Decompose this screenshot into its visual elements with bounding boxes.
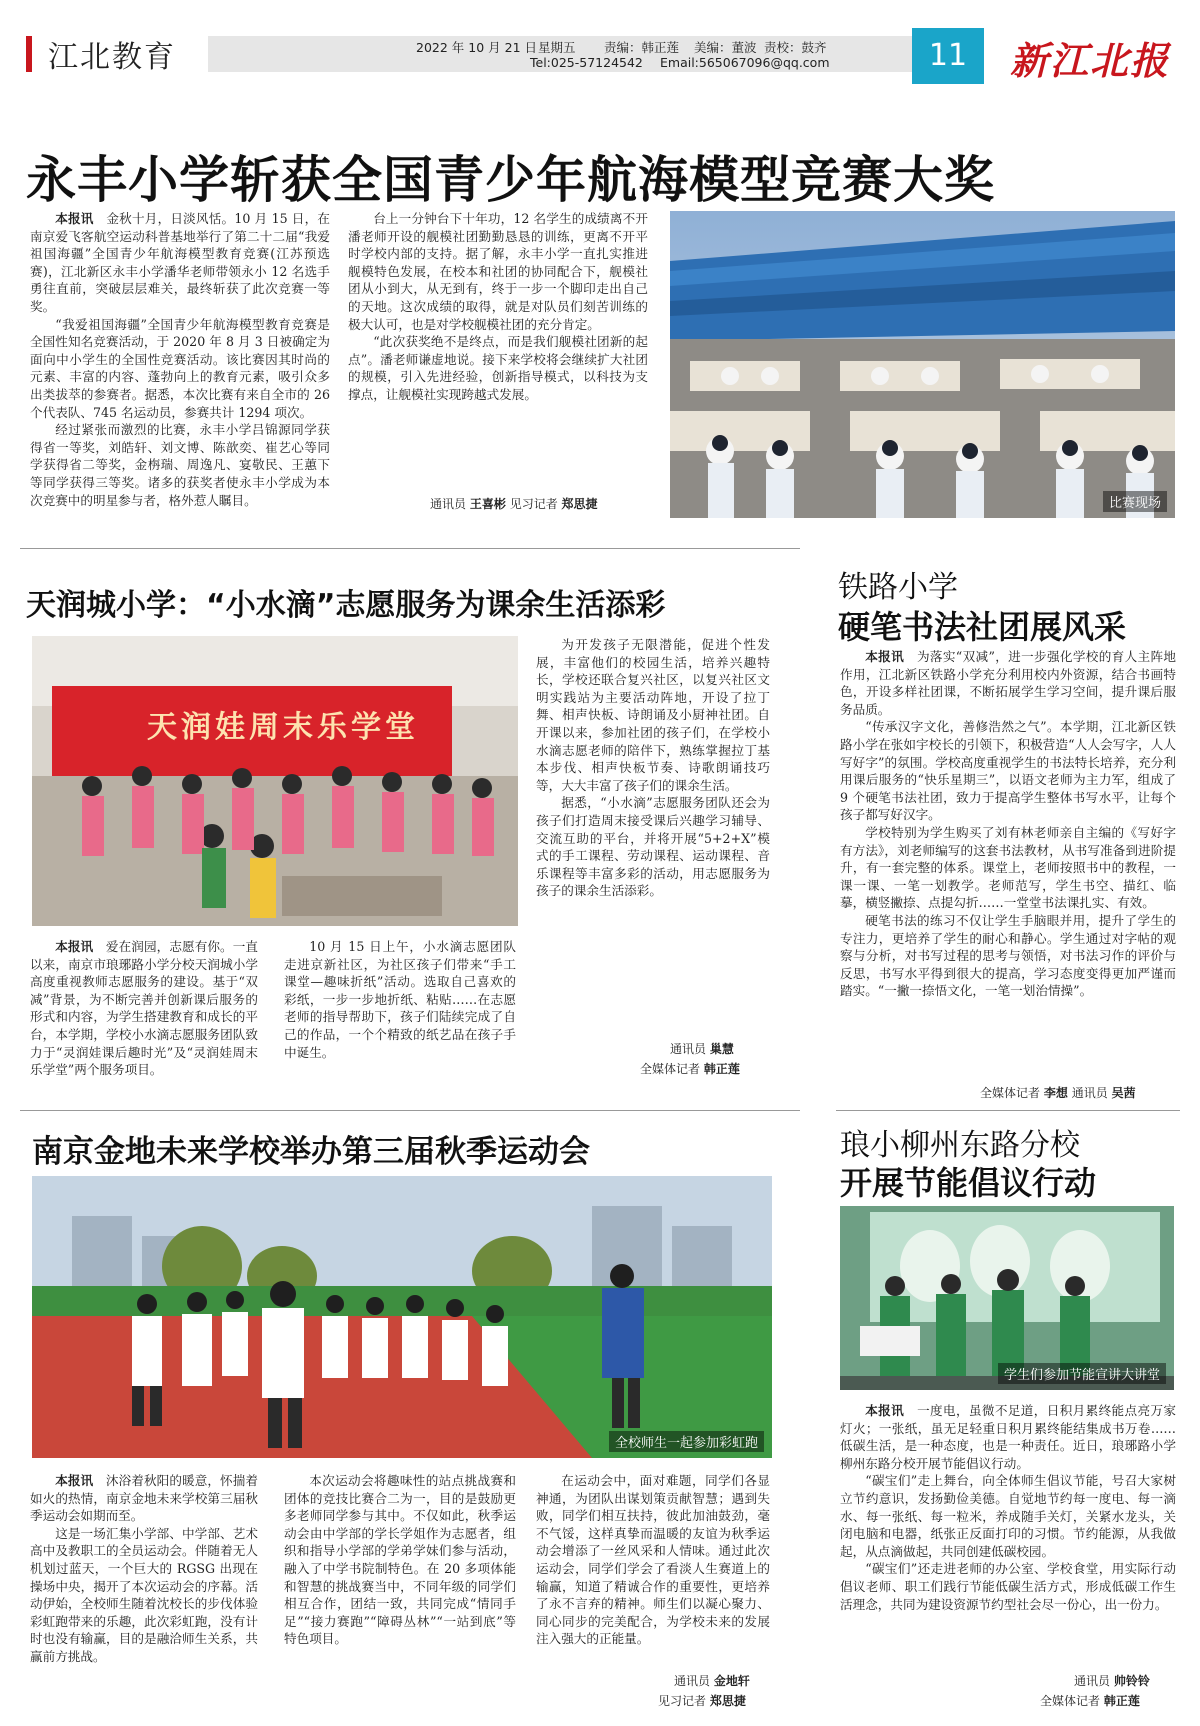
stadium-scene-image [670,211,1175,518]
credit-name: 李想 [1043,1086,1068,1100]
article2-credit-1 [670,1040,734,1057]
article1-para1: 金秋十月，日淡风恬。10 月 15 日，在南京爱飞客航空运动科普基地举行了第二十二届“我爱祖国海疆”全国青少年航海模型教育竞赛(江苏预选赛)，江北新区永丰小学潘华老师带领永小 12 名选手勇往直前，突破层层难关，最终斩获了此次竞赛一等奖。 [30,211,330,314]
header-editor: 责编：韩正莲 [604,40,680,55]
article1-lead: 本报讯 [55,211,94,226]
credit-label: 见习记者 [509,497,558,511]
credit-name: 帅铃铃 [1113,1674,1150,1688]
article1-para5: “此次获奖绝不是终点，而是我们舰模社团新的起点”。潘老师谦虚地说。接下来学校将会继续扩大社团的规模，引入先进经验，创新指导模式，以科技为支撑点，让舰模社实现跨越式发展。 [348,334,648,402]
article5-photo-caption: 学生们参加节能宣讲大讲堂 [998,1363,1166,1384]
header-weekday: 星期五 [538,40,576,55]
article1-para2: “我爱祖国海疆”全国青少年航海模型教育竞赛是全国性知名竞赛活动，于 2020 年 8 月 3 日被确定为面向中小学生的全国性竞赛活动。该比赛因其时尚的元素、丰富的内容、蓬勃向上的教育元素，吸引众多出类拔萃的参赛者。据悉，本次比赛有来自全市的 26 个代表队、745 名运动员，参赛共计 1294 项次。 [30,316,330,420]
credit-name: 韩正莲 [703,1062,740,1076]
credit-label: 通讯员 [670,1042,707,1056]
credit-label: 通讯员 [674,1674,711,1688]
article2-para1: 爱在润园，志愿有你。一直以来，南京市琅琊路小学分校天润城小学高度重视教师志愿服务的建设。基于“双减”背景，为不断完善并创新课后服务的形式和内容，为学生搭建教育和成长的平台，本学期，学校小水滴志愿服务团队致力于“灵润娃课后趣时光”及“灵润娃周末乐学堂”两个服务项目。 [30,939,259,1078]
article5-para2: “碳宝们”走上舞台，向全体师生倡议节能，号召大家树立节约意识，发扬勤俭美德。自觉地节约每一度电、每一滴水、每一张纸、每一粒米，养成随手关灯，关紧水龙头，关闭电脑和电器，纸张正反面打印的习惯。节约能源，从我做起，从点滴做起，共同创建低碳校园。 [840,1473,1176,1559]
article4-lead: 本报讯 [55,1473,94,1488]
credit-label: 通讯员 [1074,1674,1111,1688]
article1-col1 [30,210,330,509]
article1-headline: 永丰小学斩获全国青少年航海模型竞赛大奖 [26,151,995,209]
section-marker [26,36,32,72]
article1-para4: 台上一分钟台下十年功，12 名学生的成绩离不开潘老师开设的舰模社团勤勤恳恳的训练，更离不开平时学校内部的支持。据了解，永丰小学一直扎实推进舰模特色发展，在校本和社团的协同配合下，舰模社团从小到大，从无到有，终于一步一个脚印走出自己的天地。这次成绩的取得，就是对队员们刻苦训练的极大认可，也是对学校舰模社团的充分肯定。 [348,211,648,332]
article2-para2: 10 月 15 日上午，小水滴志愿团队走进京新社区，为社区孩子们带来“手工课堂—趣味折纸”活动。选取自己喜欢的彩纸，一步一步地折纸、粘贴……在志愿老师的指导帮助下，孩子们陆续完成了自己的作品，一个个精致的纸艺品在孩子手中诞生。 [284,939,516,1060]
article3-body [840,648,1176,1000]
header-email: Email:565067096@qq.com [660,55,830,70]
article3-credit [980,1084,1136,1101]
article2-headline: 天润城小学：“小水滴”志愿服务为课余生活添彩 [26,588,666,623]
header-date: 2022 年 10 月 21 日 [416,40,537,55]
article5-headline-line1: 琅小柳州东路分校 [840,1128,1080,1163]
article3-para4: 硬笔书法的练习不仅让学生手脑眼并用，提升了学生的专注力，更培养了学生的耐心和静心。学生通过对字帖的观察与分析，对书写过程的思考与领悟，对书法习作的评价与反思，书写水平得到很大的提高，学习态度变得更加严谨而踏实。“一撇一捺悟文化，一笔一划治情操”。 [840,912,1176,999]
page-header [20,28,1180,82]
credit-label: 见习记者 [658,1694,707,1708]
header-art-editor: 美编：董波 [694,40,757,55]
header-tel: Tel:025-57124542 [530,55,643,70]
credit-name: 吴茜 [1111,1086,1136,1100]
article2-col3 [536,636,770,900]
article2-credit-2 [640,1060,740,1077]
article1-photo-caption: 比赛现场 [1103,491,1167,512]
article3-headline-line2: 硬笔书法社团展风采 [838,608,1127,646]
article2-photo [32,636,518,926]
article5-lead: 本报讯 [865,1403,905,1418]
credit-name: 郑思捷 [709,1694,746,1708]
credit-label: 通讯员 [430,497,467,511]
article2-col2 [284,938,516,1061]
credit-name: 王喜彬 [469,497,506,511]
article5-headline-line2: 开展节能倡议行动 [840,1164,1097,1202]
article5-para1: 一度电，虽微不足道，日积月累终能点亮万家灯火；一张纸，虽无足轻重日积月累终能结集成书万卷……低碳生活，是一种态度，也是一种责任。近日，琅琊路小学柳州东路分校开展节能倡议行动。 [840,1403,1177,1471]
article3-lead: 本报讯 [865,649,905,664]
article1-col2 [348,210,648,404]
article1-credit [430,495,598,512]
credit-label: 通讯员 [1071,1086,1108,1100]
page-number: 11 [912,28,984,84]
divider [20,1110,800,1111]
article4-para4: 在运动会中，面对难题，同学们各显神通，为团队出谋划策贡献智慧；遇到失败，同学们相互扶持，彼此加油鼓劲，毫不气馁，这样真挚而温暖的友谊为秋季运动会增添了一丝风采和人情味。通过此次运动会，同学们学会了看淡人生赛道上的输赢，知道了精诚合作的重要性，更培养了永不言弃的精神。师生们以凝心聚力、同心同步的完美配合，为学校未来的发展注入强大的正能量。 [536,1473,770,1647]
article5-photo [840,1206,1174,1390]
credit-name: 金地轩 [713,1674,750,1688]
article2-lead: 本报讯 [55,939,94,954]
credit-label: 全媒体记者 [980,1086,1041,1100]
article5-body [840,1402,1176,1613]
article1-photo [670,211,1175,518]
article3-headline-line1: 铁路小学 [838,570,958,605]
credit-label: 全媒体记者 [1040,1694,1101,1708]
article5-credit-2 [1040,1692,1140,1709]
credit-name: 巢慧 [709,1042,734,1056]
article4-col1 [30,1472,258,1666]
article4-photo-caption: 全校师生一起参加彩虹跑 [609,1431,764,1452]
header-proofreader: 责校：鼓齐 [764,40,827,55]
article1-para3: 经过紧张而激烈的比赛，永丰小学吕锦源同学获得省一等奖，刘皓轩、刘文博、陈歆奕、崔艺心等同学获得省二等奖，金栴瑞、周逸凡、宴敬民、王蕙下等同学获得三等奖。诸多的获奖者使永丰小学成为本次竞赛中的明星参与者，格外惹人瞩目。 [30,422,330,508]
divider [20,548,800,549]
article4-photo [32,1176,772,1458]
article4-para2: 这是一场汇集小学部、中学部、艺术高中及教职工的全员运动会。伴随着无人机划过蓝天，一个巨大的 RGSG 出现在操场中央，揭开了本次运动会的序幕。活动伊始，全校师生随着沈校长的步伐体验彩虹跑带来的乐趣，此次彩虹跑，没有计时也没有输赢，目的是融洽师生关系，共赢前方挑战。 [30,1525,258,1664]
article2-para4: 据悉，“小水滴”志愿服务团队还会为孩子们打造周末接受课后兴趣学习辅导、交流互助的平台，并将开展“5+2+X”模式的手工课程、劳动课程、运动课程、音乐课程等丰富多彩的活动，用志愿服务为孩子的课余生活添彩。 [536,795,770,899]
credit-name: 韩正莲 [1103,1694,1140,1708]
article4-credit-1 [674,1672,750,1689]
article2-col1 [30,938,258,1079]
article4-para1: 沐浴着秋阳的暖意，怀揣着如火的热情，南京金地未来学校第三届秋季运动会如期而至。 [30,1473,259,1524]
article4-headline: 南京金地未来学校举办第三届秋季运动会 [32,1134,590,1170]
article3-para3: 学校特别为学生购买了刘有林老师亲自主编的《写好字 有方法》，刘老师编写的这套书法教材，从书写准备到进阶提升，有一套完整的体系。课堂上，老师按照书中的教程，一课一课、一笔一划教学。老师范写，学生书空、描红、临摹，横竖撇捺、点提勾折……一堂堂书法课扎实、有效。 [840,824,1176,911]
article3-para2: “传承汉字文化，善修浩然之气”。本学期，江北新区铁路小学在张如宇校长的引领下，积极营造“人人会写字，人人写好字”的氛围。学校高度重视学生的书法特长培养，充分利用课后服务的“快乐星期三”，以语文老师为主力军，组成了 9 个硬笔书法社团，致力于提高学生整体书写水平，让每个孩子都写好汉字。 [840,719,1176,823]
credit-name: 郑思捷 [561,497,598,511]
article3-para1: 为落实“双减”，进一步强化学校的育人主阵地作用，江北新区铁路小学充分利用校内外资源，结合书画特色，开设多样社团课，不断拓展学生学习空间，提升课后服务品质。 [840,649,1177,717]
rainbow-run-image [32,1176,772,1458]
article5-para3: “碳宝们”还走进老师的办公室、学校食堂，用实际行动倡议老师、职工们践行节能低碳生活方式，形成低碳工作生活理念，共同为建设资源节约型社会尽一份心，出一份力。 [840,1561,1176,1612]
article2-photo-banner: 天润娃周末乐学堂 [147,710,419,745]
masthead-logo: 新江北报 [1010,38,1171,83]
article4-col2 [284,1472,516,1648]
header-meta [208,36,928,72]
credit-label: 全媒体记者 [640,1062,701,1076]
article4-para3: 本次运动会将趣味性的站点挑战赛和团体的竞技比赛合二为一，目的是鼓励更多老师同学参与其中。不仅如此，秋季运动会由中学部的学长学姐作为志愿者，组织和指导小学部的学弟学妹们参与活动，融入了中学书院制特色。在 20 多项体能和智慧的挑战赛当中，不同年级的同学们相互合作，团结一致，共同完成“情同手足”“接力赛跑”“障碍丛林”“一站到底”等特色项目。 [284,1473,516,1647]
section-name: 江北教育 [48,40,176,75]
article2-para3: 为开发孩子无限潜能，促进个性发展，丰富他们的校园生活，培养兴趣特长，学校还联合复兴社区，以复兴社区文明实践站为主要活动阵地，开设了拉丁舞、相声快板、诗朗诵及小厨神社团。自开课以来，参加社团的孩子们，在学校小水滴志愿老师的陪伴下，熟练掌握拉丁基本步伐、相声快板节奏、诗歌朗诵技巧等，大大丰富了孩子们的课余生活。 [536,637,770,793]
divider [836,1110,1180,1111]
volunteer-activity-image [32,636,518,926]
article5-credit-1 [1074,1672,1150,1689]
article4-col3 [536,1472,770,1648]
article4-credit-2 [658,1692,746,1709]
